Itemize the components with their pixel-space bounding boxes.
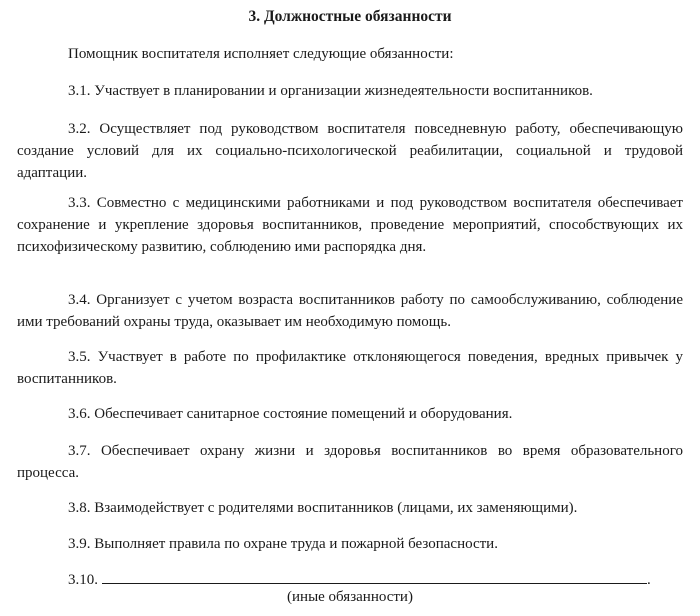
duty-item-3-2: 3.2. Осуществляет под руководством воспитателя повседневную работу, обеспечивающую создание условий для их социально-психологической реабилитации, социальной и трудовой адаптации. <box>17 121 683 181</box>
section-title: 3. Должностные обязанности <box>248 8 452 25</box>
duty-item-3-5: 3.5. Участвует в работе по профилактике отклоняющегося поведения, вредных привычек у воспитанников. <box>17 349 683 387</box>
blank-item-end: . <box>647 572 651 588</box>
blank-underline <box>102 567 647 584</box>
intro-paragraph: Помощник воспитателя исполняет следующие обязанности: <box>68 46 454 62</box>
duty-item-3-4: 3.4. Организует с учетом возраста воспитанников работу по самообслуживанию, соблюдение ими требований охраны труда, оказывает им необходимую помощь. <box>17 292 683 330</box>
duty-item-3-8: 3.8. Взаимодействует с родителями воспитанников (лицами, их заменяющими). <box>68 500 578 516</box>
duty-item-3-6: 3.6. Обеспечивает санитарное состояние помещений и оборудования. <box>68 406 513 422</box>
blank-caption: (иные обязанности) <box>287 589 413 605</box>
duty-item-3-1: 3.1. Участвует в планировании и организации жизнедеятельности воспитанников. <box>68 83 593 99</box>
blank-item-number: 3.10. <box>68 572 98 588</box>
duty-item-3-7: 3.7. Обеспечивает охрану жизни и здоровья воспитанников во время образовательного процесса. <box>17 443 683 481</box>
duty-item-3-9: 3.9. Выполняет правила по охране труда и пожарной безопасности. <box>68 536 498 552</box>
duty-item-3-3: 3.3. Совместно с медицинскими работниками и под руководством воспитателя обеспечивает сохранение и укрепление здоровья воспитанников, проведение мероприятий, способствующих их психофизическому развитию, соблюдению ими распорядка дня. <box>17 195 683 255</box>
